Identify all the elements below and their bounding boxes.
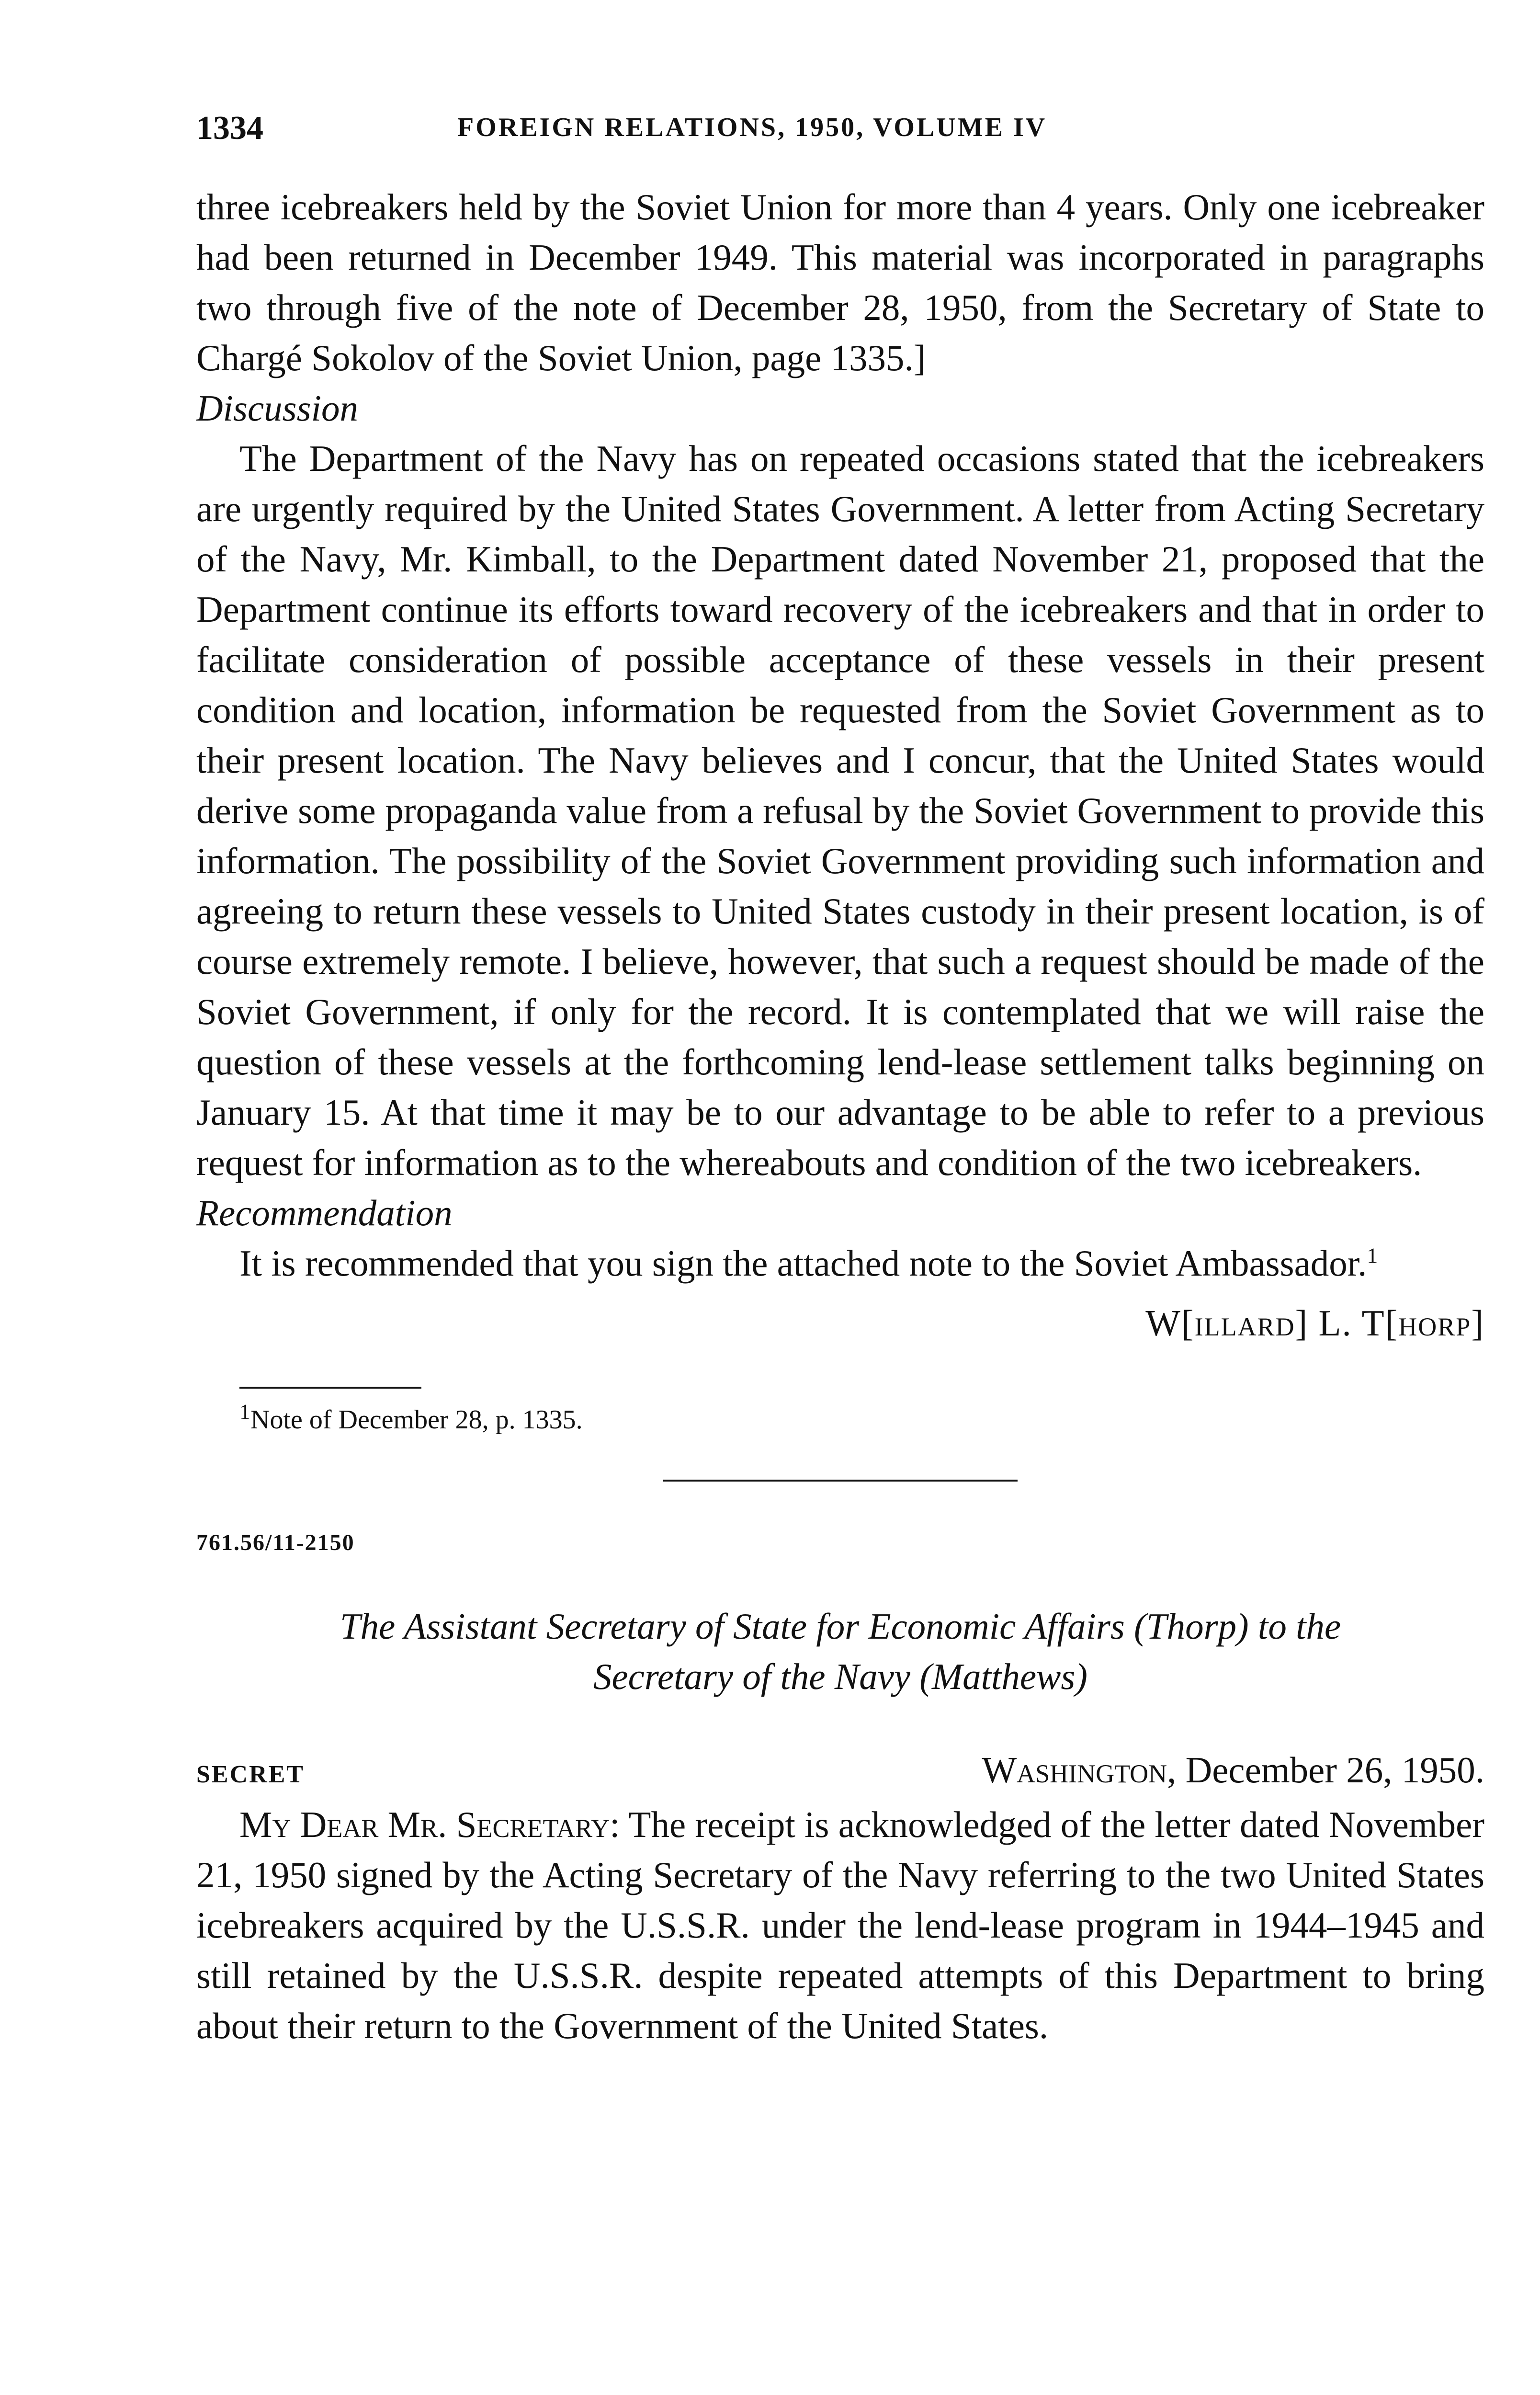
discussion-paragraph: The Department of the Navy has on repeated occasions stated that the icebreakers are urgently required by the United States Government. A letter from Acting Secretary of the Navy, Mr. Kimball, to the Department dated November 21, proposed that the Department continue its efforts toward recovery of the icebreakers and that in order to facilitate consideration of possible acceptance of these vessels in their present condition and location, information be requested from the Soviet Government as to their present location. The Navy believes and I concur, that the United States would derive some propaganda value from a refusal by the Soviet Government to provide this information. The possibility of the Soviet Government providing such information and agreeing to return these vessels to United States custody in their present location, is of course extremely remote. I believe, however, that such a request should be made of the Soviet Government, if only for the record. It is contemplated that we will raise the question of these vessels at the forthcoming lend-lease settlement talks beginning on January 15. At that time it may be to our advantage to be able to refer to a previous request for information as to the whereabouts and condition of the two icebreakers.: [196, 438, 1484, 1183]
signature-w-small: illard: [1194, 1302, 1295, 1344]
signature-t-small: horp: [1398, 1302, 1472, 1344]
date: , December 26, 1950.: [1167, 1749, 1484, 1791]
place: Washington: [982, 1749, 1167, 1791]
file-number: 761.56/11-2150: [196, 1530, 355, 1555]
signature: [196, 1298, 1484, 1348]
continuation-paragraph: three icebreakers held by the Soviet Union for more than 4 years. Only one icebreaker had been returned in December 1949. This material was incorporated in paragraphs two through five of the note of December 28, 1950, from the Secretary of State to Chargé Sokolov of the Soviet Union, page 1335.]: [196, 186, 1484, 378]
document-title: [196, 1601, 1484, 1702]
letter-text: : The receipt is acknowledged of the letter dated November 21, 1950 signed by the Acting Secretary of the Navy referring to the two United States icebreakers acquired by the U.S.S.R. under the lend-lease program in 1944–1945 and still retained by the U.S.S.R. despite repeated attempts of this Department to bring about their return to the Government of the United States.: [196, 1804, 1484, 2046]
page-body: [196, 182, 1484, 2051]
signature-end: ]: [1471, 1302, 1484, 1344]
letter-body: [196, 1800, 1484, 2051]
salutation: My Dear Mr. Secretary: [239, 1804, 610, 1845]
discussion-heading: Discussion: [196, 388, 358, 429]
classification-label: SECRET: [196, 1761, 305, 1788]
recommendation-heading: Recommendation: [196, 1192, 453, 1233]
footnote: [239, 1399, 1484, 1437]
section-divider: [663, 1480, 1018, 1482]
dateline: [196, 1745, 1484, 1800]
footnote-marker: 1: [239, 1399, 250, 1424]
running-head: FOREIGN RELATIONS, 1950, VOLUME IV: [457, 113, 1047, 142]
signature-l: ] L. T[: [1295, 1302, 1399, 1344]
footnote-reference: 1: [1367, 1243, 1378, 1268]
recommendation-paragraph: [196, 1238, 1484, 1289]
footnote-divider: [239, 1387, 421, 1389]
place-date: [982, 1745, 1484, 1795]
signature-w: W[: [1145, 1302, 1195, 1344]
recommendation-text: It is recommended that you sign the attached note to the Soviet Ambassador.: [239, 1243, 1367, 1284]
page-header: [196, 109, 1346, 147]
page-number: 1334: [196, 110, 263, 147]
title-line-2: Secretary of the Navy (Matthews): [593, 1656, 1088, 1697]
title-line-1: The Assistant Secretary of State for Economic Affairs (Thorp) to the: [340, 1606, 1341, 1647]
footnote-text: Note of December 28, p. 1335.: [250, 1405, 583, 1435]
